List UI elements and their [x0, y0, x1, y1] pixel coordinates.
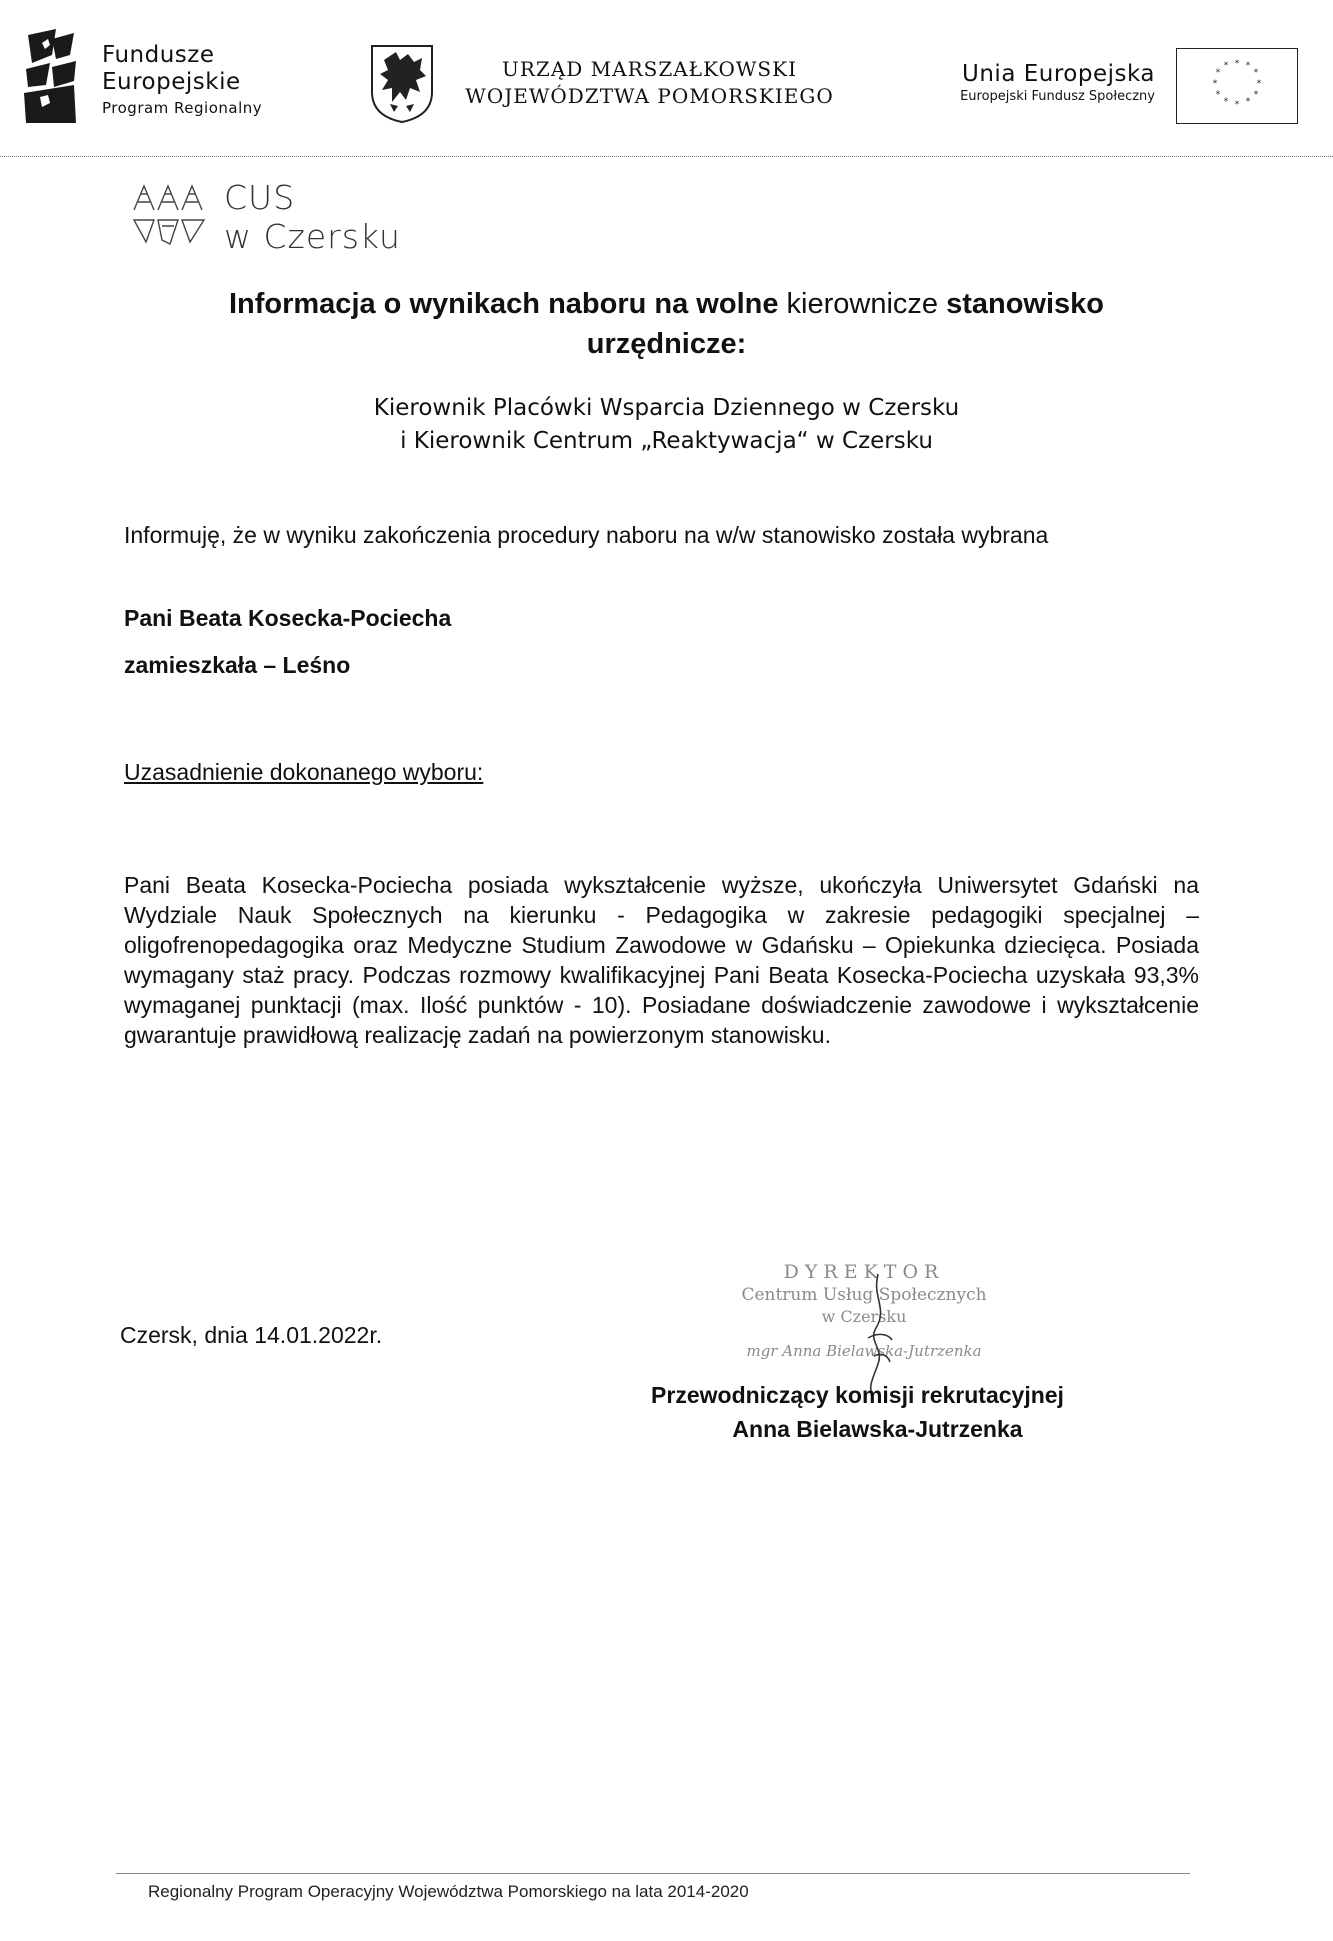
cus-czersk-logo-icon	[130, 180, 210, 250]
selected-candidate-name: Pani Beata Kosecka-Pociecha	[124, 605, 452, 631]
pomorskie-griffin-crest-icon	[370, 44, 434, 124]
svg-text:*: *	[1253, 68, 1259, 78]
svg-text:*: *	[1253, 90, 1259, 100]
title-part1: Informacja o wynikach naboru na wolne	[228, 288, 787, 320]
svg-text:*: *	[1223, 97, 1229, 107]
svg-text:*: *	[1256, 79, 1262, 89]
svg-text:*: *	[1245, 61, 1251, 71]
ue-line2: Europejski Fundusz Społeczny	[960, 89, 1155, 104]
title-part2: kierownicze	[786, 288, 939, 320]
header-divider	[0, 156, 1333, 157]
fundusze-europejskie-text	[102, 42, 262, 118]
svg-text:*: *	[1215, 68, 1221, 78]
urzad-line2: WOJEWÓDZTWA POMORSKIEGO	[465, 84, 834, 108]
fe-line3: Program Regionalny	[102, 99, 263, 117]
selected-candidate-address: zamieszkała – Leśno	[124, 652, 351, 678]
fundusze-europejskie-logo-icon	[22, 25, 78, 125]
justification-heading: Uzasadnienie dokonanego wyboru:	[124, 759, 484, 785]
document-title	[100, 284, 1233, 364]
svg-text:*: *	[1212, 79, 1218, 89]
svg-text:*: *	[1245, 97, 1251, 107]
svg-text:*: *	[1234, 59, 1240, 69]
fe-line1: Fundusze	[102, 42, 215, 68]
stamp-line1: DYREKTOR	[783, 1261, 945, 1283]
cus-czersk-text	[224, 178, 401, 256]
cus-line2: w Czersku	[224, 217, 401, 256]
justification-paragraph: Pani Beata Kosecka-Pociecha posiada wykształcenie wyższe, ukończyła Uniwersytet Gdański na Wydziale Nauk Społecznych na kierunku - Pedagogika w zakresie pedagogiki specjalnej – oligofrenopedagogika oraz Medyczne Studium Zawodowe w Gdańsku – Opiekunka dziecięca. Posiada wymagany staż pracy. Podczas rozmowy kwalifikacyjnej Pani Beata Kosecka-Pociecha uzyskała 93,3% wymaganej punktacji (max. Ilość punktów - 10). Posiadane doświadczenie zawodowe i wykształcenie gwarantuje prawidłową realizację zadań na powierzonym stanowisku.	[124, 872, 1199, 1048]
signatory-role: Przewodniczący komisji rekrutacyjnej	[651, 1382, 1064, 1408]
position-subtitle	[100, 392, 1233, 458]
unia-europejska-text	[870, 60, 1155, 106]
urzad-line1: URZĄD MARSZAŁKOWSKI	[502, 57, 797, 81]
urzad-marszalkowski-text	[452, 56, 847, 110]
footer-text: Regionalny Program Operacyjny Województwa Pomorskiego na lata 2014-2020	[148, 1882, 749, 1901]
ue-line1: Unia Europejska	[962, 61, 1155, 87]
stamp-line4: mgr Anna Bielawska-Jutrzenka	[746, 1342, 982, 1360]
svg-text:*: *	[1223, 61, 1229, 71]
stamp-line3: w Czersku	[821, 1307, 907, 1326]
signatory-name: Anna Bielawska-Jutrzenka	[732, 1416, 1023, 1442]
title-part3: stanowisko	[938, 288, 1105, 320]
cus-line1: CUS	[224, 178, 296, 217]
svg-text:*: *	[1215, 90, 1221, 100]
fe-line2: Europejskie	[102, 69, 241, 95]
footer-divider	[116, 1873, 1190, 1874]
eu-flag-icon	[1176, 48, 1298, 124]
subtitle-line1: Kierownik Placówki Wsparcia Dziennego w Czersku	[373, 395, 960, 421]
document-date: Czersk, dnia 14.01.2022r.	[120, 1322, 383, 1348]
title-line2: urzędnicze:	[586, 328, 747, 360]
stamp-line2: Centrum Usług Społecznych	[741, 1285, 987, 1305]
subtitle-line2: i Kierownik Centrum „Reaktywacja“ w Czersku	[400, 428, 933, 454]
svg-text:*: *	[1234, 100, 1240, 110]
intro-paragraph: Informuję, że w wyniku zakończenia procedury naboru na w/w stanowisko została wybrana	[124, 522, 1049, 548]
